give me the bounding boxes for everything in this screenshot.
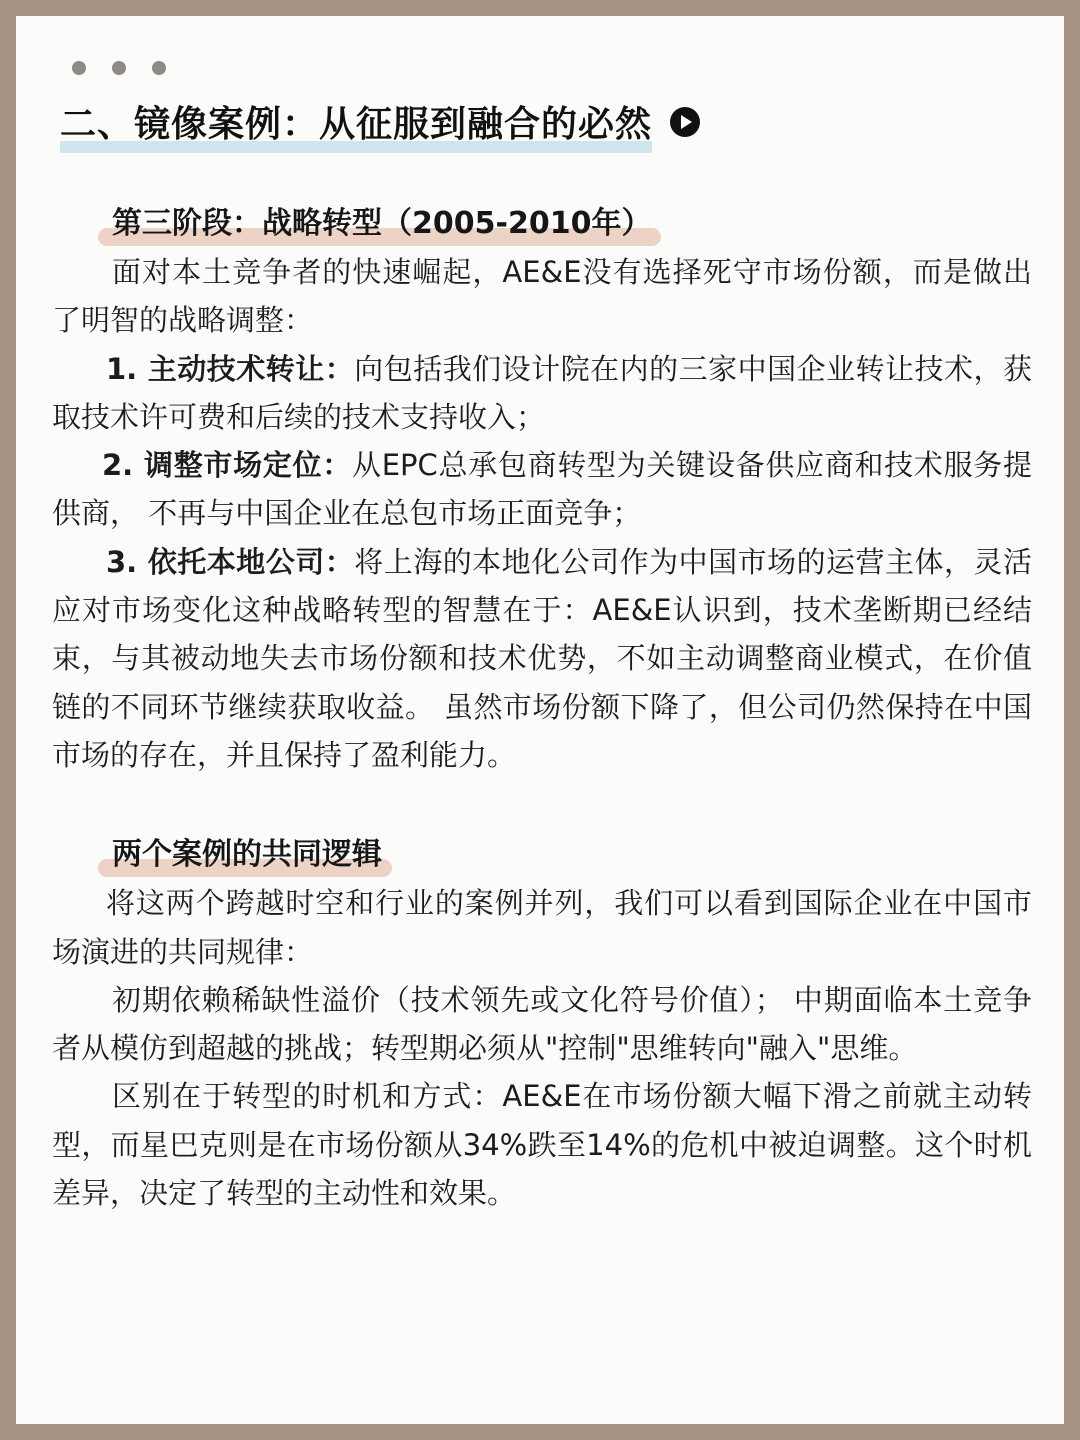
section-heading-common-logic: 两个案例的共同逻辑 [112, 837, 382, 873]
article-body [52, 200, 1032, 1217]
section-heading-stage3: 第三阶段：战略转型（2005-2010年） [112, 206, 652, 241]
list-item-text: 将上海的本地化公司作为中国市场的运营主体，灵活应对市场变化这种战略转型的智慧在于：AE&E认识到，技术垄断期已经结束，与其被动地失去市场份额和技术优势，不如主动调整商业模式，在价值链的不同环节继续获取收益。 虽然市场份额下降了，但公司仍然保持在中国市场的存在，并且保持了盈利能力。 [52, 544, 1032, 772]
list-item-label: 3. 依托本地公司： [106, 544, 355, 579]
list-item-3 [52, 538, 1032, 779]
window-dots [72, 61, 166, 75]
section-heading-wrap [112, 831, 382, 879]
content-card [16, 16, 1064, 1424]
section2-paragraph: 区别在于转型的时机和方式：AE&E在市场份额大幅下滑之前就主动转型，而星巴克则是在市场份额从34%跌至14%的危机中被迫调整。这个时机差异，决定了转型的主动性和效果。 [52, 1079, 1032, 1211]
title-wrap [60, 96, 652, 147]
list-item-text: 从EPC总承包商转型为关键设备供应商和技术服务提供商， 不再与中国企业在总包市场正面竞争； [52, 448, 1033, 531]
list-item-2 [52, 441, 1032, 538]
list-item-text: 向包括我们设计院在内的三家中国企业转让技术，获取技术许可费和后续的技术支持收入； [52, 351, 1032, 434]
section2-paragraph: 将这两个跨越时空和行业的案例并列，我们可以看到国际企业在中国市场演进的共同规律： [52, 886, 1032, 969]
dot-icon [72, 61, 86, 75]
section1-intro: 面对本土竞争者的快速崛起，AE&E没有选择死守市场份额，而是做出了明智的战略调整： [52, 255, 1032, 338]
section-heading-wrap [112, 200, 651, 248]
list-item-label: 2. 调整市场定位： [102, 448, 352, 483]
play-arrow-icon[interactable] [670, 107, 700, 137]
dot-icon [112, 61, 126, 75]
page-title: 二、镜像案例：从征服到融合的必然 [60, 104, 653, 145]
title-row [60, 96, 700, 147]
section2-paragraph: 初期依赖稀缺性溢价（技术领先或文化符号价值）； 中期面临本土竞争者从模仿到超越的挑战；转型期必须从"控制"思维转向"融入"思维。 [52, 982, 1032, 1066]
list-item-label: 1. 主动技术转让： [106, 351, 355, 386]
dot-icon [152, 61, 166, 75]
list-item-1 [52, 345, 1032, 442]
